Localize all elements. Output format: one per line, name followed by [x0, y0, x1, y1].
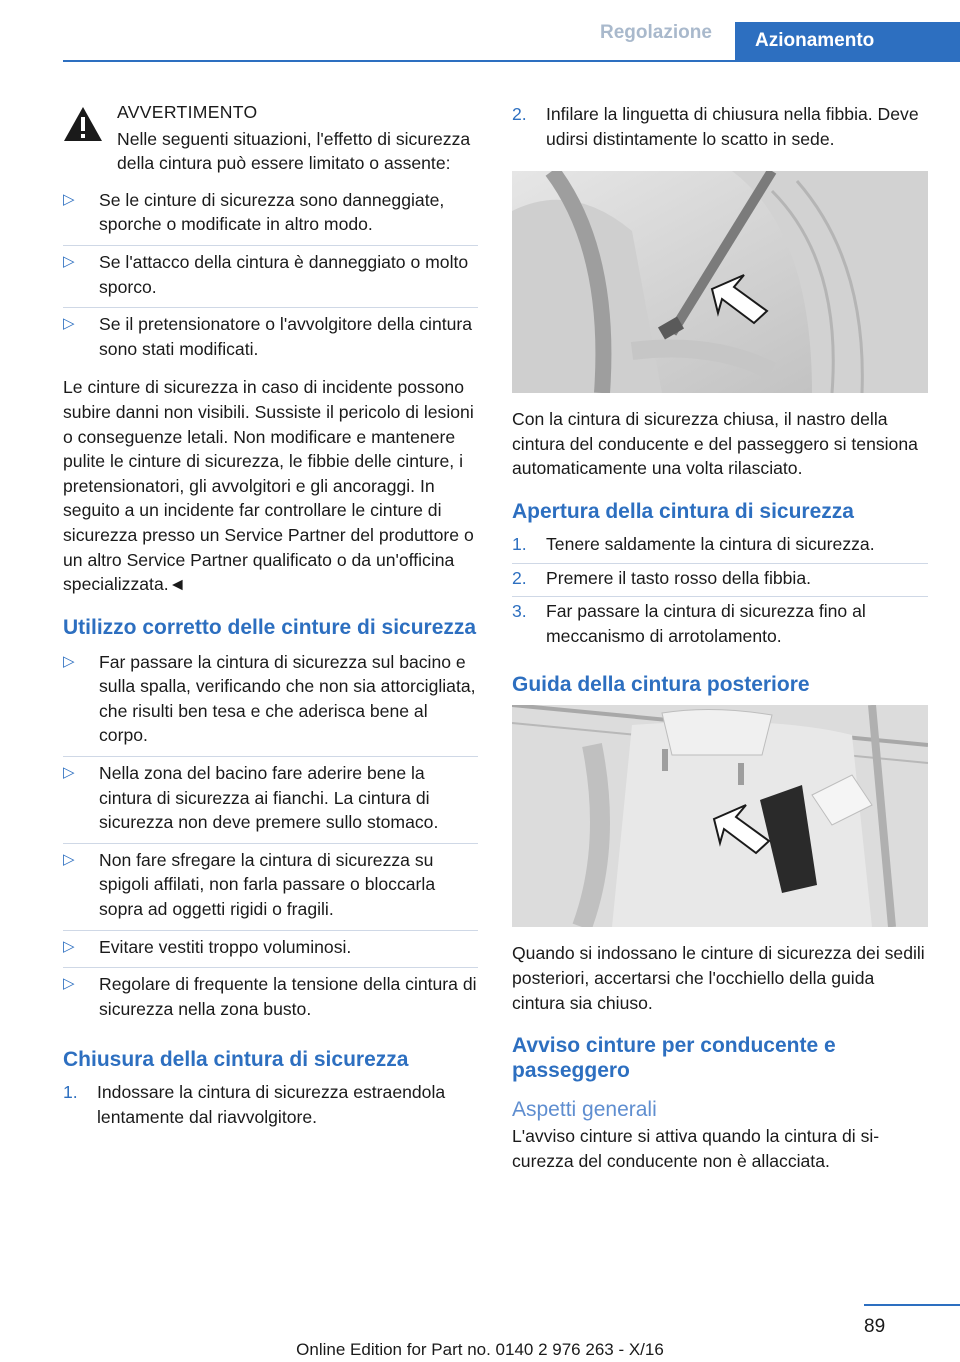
- list-item: 3. Far passare la cintura di sicurezza fino al meccanismo di arrotolamento.: [512, 601, 866, 646]
- left-column: [63, 100, 478, 1136]
- bullet-triangle-icon: ▷: [63, 190, 75, 208]
- edition-footer: Online Edition for Part no. 0140 2 976 263 - X/16: [296, 1340, 664, 1359]
- warning-triangle-icon: [63, 106, 103, 142]
- heading-avviso: Avviso cinture per conducente e passeggero: [512, 1034, 836, 1083]
- header-rule: [63, 60, 960, 62]
- seat-belt-buckle-illustration: [512, 171, 928, 393]
- heading-apertura: Apertura della cintura di sicurezza: [512, 499, 854, 523]
- list-item: 2. Infilare la linguetta di chiusura nella fibbia. Deve udirsi distintamente lo scatto in sede.: [512, 104, 919, 149]
- list-item: 1. Tenere saldamente la cintura di sicurezza.: [512, 530, 928, 564]
- step-number: 3.: [512, 601, 527, 622]
- header-tab-azionamento[interactable]: Azionamento: [735, 22, 960, 60]
- subheading-aspetti: Aspetti generali: [512, 1098, 657, 1122]
- avviso-body: L'avviso cinture si attiva quando la cintura di sicurezza del conducente non è allacciata.: [512, 1126, 880, 1171]
- bullet-triangle-icon: ▷: [63, 252, 75, 270]
- chiusura-after-text: Con la cintura di sicurezza chiusa, il nastro della cintura del conducente e del passeggero si tensiona automaticamente una volta rilasciato.: [512, 409, 918, 479]
- step-number: 2.: [512, 104, 527, 124]
- warning-title: AVVERTIMENTO: [117, 102, 258, 122]
- guida-body: Quando si indossano le cinture di sicurezza dei sedili posteriori, accertarsi che l'occhiello della guida cintura sia chiuso.: [512, 943, 925, 1013]
- page-header: [0, 0, 960, 62]
- list-item: 2. Premere il tasto rosso della fibbia.: [512, 564, 928, 598]
- footer-rule: [864, 1304, 960, 1306]
- bullet-triangle-icon: ▷: [63, 975, 75, 993]
- warning-block: [63, 100, 478, 176]
- buckle-illustration-svg: [512, 171, 928, 393]
- utilizzo-bullets: [63, 646, 478, 1030]
- bullet-triangle-icon: ▷: [63, 937, 75, 955]
- warning-body: Le cinture di sicurezza in caso di incidente possono subire danni non visibili. Sussiste il pericolo di lesioni o conseguenze letali. Non modificare e mantenere pulite le cinture di sicurezza, le fibbie delle cinture, i pretensionatori, gli avvolgitori e gli ancoraggi. In seguito a un incidente far controllare le cinture di sicurezza presso un Service Partner del produttore o un altro Service Partner qualificato o da un'officina specializzata.◄: [63, 377, 474, 595]
- list-item: ▷ Far passare la cintura di sicurezza sul bacino e sulla spalla, verificando che non sia attorcigliata, che risulti ben tesa e che aderisca bene al corpo.: [63, 646, 478, 757]
- list-item: ▷ Se l'attacco della cintura è danneggiato o molto sporco.: [63, 246, 478, 308]
- rear-guide-illustration-svg: [512, 705, 928, 927]
- warning-bullets: [63, 184, 478, 370]
- step-number: 1.: [63, 1082, 78, 1103]
- header-tab-regolazione[interactable]: Regolazione: [600, 22, 712, 43]
- chiusura-steps-left: [63, 1078, 478, 1135]
- list-item: ▷ Non fare sfregare la cintura di sicurezza su spigoli affilati, non farla passare o bloccarla sopra ad oggetti rigidi o fragili.: [63, 844, 478, 931]
- warning-intro: [117, 127, 478, 176]
- heading-guida: Guida della cintura posteriore: [512, 673, 810, 697]
- bullet-triangle-icon: ▷: [63, 850, 75, 868]
- heading-utilizzo: Utilizzo corretto delle cinture di sicurezza: [63, 615, 477, 639]
- right-column: [512, 100, 928, 1183]
- chiusura-steps-right: [512, 100, 928, 157]
- bullet-triangle-icon: ▷: [63, 764, 75, 782]
- list-item: ▷ Se il pretensionatore o l'avvolgitore della cintura sono stati modificati.: [63, 314, 473, 359]
- step-number: 2.: [512, 567, 527, 588]
- warning-intro-text: Nelle seguenti situazioni, l'effetto di sicurezza della cintura può essere limitato o assente:: [117, 128, 471, 174]
- page-number: 89: [864, 1316, 886, 1337]
- apertura-steps: [512, 530, 928, 654]
- bullet-triangle-icon: ▷: [63, 315, 75, 333]
- rear-belt-guide-illustration: [512, 705, 928, 927]
- list-item: ▷ Se le cinture di sicurezza sono danneggiate, sporche o modificate in altro modo.: [63, 184, 478, 246]
- list-item: ▷ Nella zona del bacino fare aderire bene la cintura di sicurezza ai fianchi. La cintura di sicurezza non deve premere sullo stomaco.: [63, 757, 478, 844]
- list-item: 1. Indossare la cintura di sicurezza estraendola lentamente dal riavvolgitore.: [63, 1082, 446, 1127]
- step-number: 1.: [512, 533, 527, 554]
- list-item: ▷ Regolare di frequente la tensione della cintura di sicurezza nella zona busto.: [63, 974, 477, 1019]
- bullet-triangle-icon: ▷: [63, 652, 75, 670]
- heading-chiusura: Chiusura della cintura di sicurezza: [63, 1048, 409, 1072]
- list-item: ▷ Evitare vestiti troppo voluminosi.: [63, 931, 478, 969]
